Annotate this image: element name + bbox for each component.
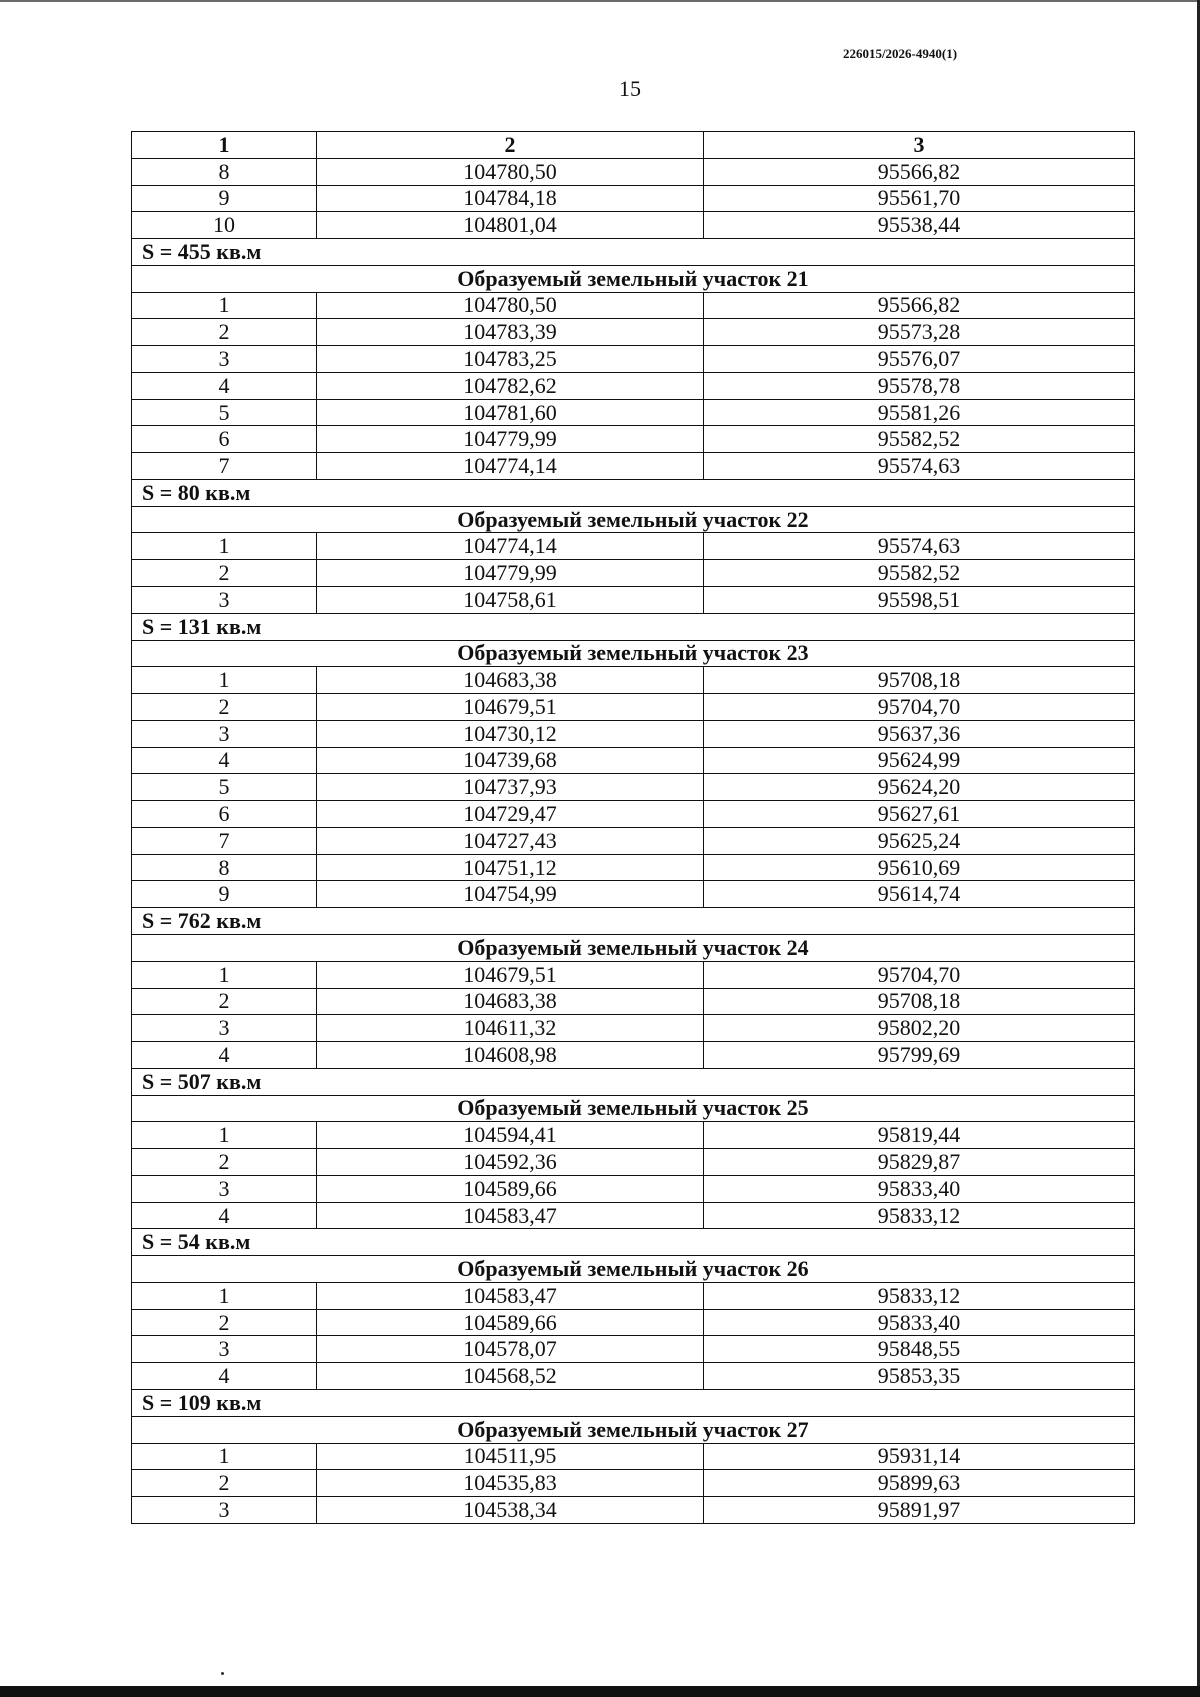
cell-x-coordinate: 104730,12 — [317, 720, 704, 747]
cell-y-coordinate: 95708,18 — [704, 667, 1135, 694]
cell-y-coordinate: 95637,36 — [704, 720, 1135, 747]
cell-x-coordinate: 104679,51 — [317, 961, 704, 988]
cell-y-coordinate: 95704,70 — [704, 694, 1135, 721]
coordinates-table — [131, 131, 1135, 1524]
cell-point-number: 2 — [132, 1470, 317, 1497]
cell-y-coordinate: 95833,40 — [704, 1175, 1135, 1202]
area-row — [132, 613, 1135, 640]
table-row — [132, 587, 1135, 614]
table-row — [132, 1470, 1135, 1497]
cell-y-coordinate: 95573,28 — [704, 319, 1135, 346]
cell-x-coordinate: 104683,38 — [317, 988, 704, 1015]
cell-point-number: 5 — [132, 774, 317, 801]
cell-x-coordinate: 104583,47 — [317, 1282, 704, 1309]
cell-point-number: 2 — [132, 694, 317, 721]
cell-y-coordinate: 95848,55 — [704, 1336, 1135, 1363]
table-row — [132, 1336, 1135, 1363]
parcel-title: Образуемый земельный участок 27 — [132, 1416, 1135, 1443]
parcel-title-row — [132, 934, 1135, 961]
cell-x-coordinate: 104783,39 — [317, 319, 704, 346]
cell-point-number: 8 — [132, 854, 317, 881]
cell-point-number: 2 — [132, 1149, 317, 1176]
cell-y-coordinate: 95627,61 — [704, 801, 1135, 828]
cell-y-coordinate: 95624,20 — [704, 774, 1135, 801]
cell-point-number: 9 — [132, 185, 317, 212]
cell-point-number: 1 — [132, 292, 317, 319]
parcel-title: Образуемый земельный участок 26 — [132, 1256, 1135, 1283]
cell-x-coordinate: 104679,51 — [317, 694, 704, 721]
parcel-title: Образуемый земельный участок 21 — [132, 265, 1135, 292]
table-row — [132, 1363, 1135, 1390]
cell-x-coordinate: 104779,99 — [317, 426, 704, 453]
cell-x-coordinate: 104758,61 — [317, 587, 704, 614]
table-row — [132, 801, 1135, 828]
cell-y-coordinate: 95576,07 — [704, 346, 1135, 373]
cell-y-coordinate: 95561,70 — [704, 185, 1135, 212]
cell-x-coordinate: 104683,38 — [317, 667, 704, 694]
cell-x-coordinate: 104592,36 — [317, 1149, 704, 1176]
cell-point-number: 3 — [132, 1336, 317, 1363]
table-row — [132, 560, 1135, 587]
cell-x-coordinate: 104739,68 — [317, 747, 704, 774]
table-row — [132, 212, 1135, 239]
table-row — [132, 694, 1135, 721]
area-value: S = 131 кв.м — [132, 613, 1135, 640]
cell-y-coordinate: 95538,44 — [704, 212, 1135, 239]
area-row — [132, 239, 1135, 266]
area-row — [132, 1068, 1135, 1095]
cell-y-coordinate: 95574,63 — [704, 533, 1135, 560]
area-row — [132, 1389, 1135, 1416]
cell-y-coordinate: 95582,52 — [704, 560, 1135, 587]
parcel-title-row — [132, 506, 1135, 533]
cell-y-coordinate: 95598,51 — [704, 587, 1135, 614]
cell-point-number: 7 — [132, 453, 317, 480]
cell-y-coordinate: 95581,26 — [704, 399, 1135, 426]
scan-speck — [221, 1672, 224, 1675]
table-row — [132, 1202, 1135, 1229]
cell-point-number: 1 — [132, 1443, 317, 1470]
parcel-title-row — [132, 265, 1135, 292]
cell-x-coordinate: 104511,95 — [317, 1443, 704, 1470]
cell-x-coordinate: 104727,43 — [317, 827, 704, 854]
cell-y-coordinate: 95833,12 — [704, 1282, 1135, 1309]
table-row — [132, 453, 1135, 480]
table-row — [132, 426, 1135, 453]
cell-y-coordinate: 95578,78 — [704, 372, 1135, 399]
cell-y-coordinate: 95833,12 — [704, 1202, 1135, 1229]
cell-x-coordinate: 104754,99 — [317, 881, 704, 908]
page-number: 15 — [619, 76, 641, 101]
cell-point-number: 1 — [132, 1282, 317, 1309]
cell-point-number: 1 — [132, 1122, 317, 1149]
table-row — [132, 158, 1135, 185]
area-value: S = 762 кв.м — [132, 908, 1135, 935]
cell-x-coordinate: 104589,66 — [317, 1175, 704, 1202]
parcel-title-row — [132, 640, 1135, 667]
table-header-row — [132, 132, 1135, 159]
cell-x-coordinate: 104583,47 — [317, 1202, 704, 1229]
cell-x-coordinate: 104781,60 — [317, 399, 704, 426]
cell-point-number: 2 — [132, 1309, 317, 1336]
table-row — [132, 827, 1135, 854]
cell-point-number: 4 — [132, 372, 317, 399]
table-row — [132, 372, 1135, 399]
cell-x-coordinate: 104611,32 — [317, 1015, 704, 1042]
table-body — [132, 158, 1135, 1523]
parcel-title: Образуемый земельный участок 24 — [132, 934, 1135, 961]
cell-point-number: 2 — [132, 988, 317, 1015]
cell-point-number: 2 — [132, 560, 317, 587]
table-row — [132, 1497, 1135, 1524]
column-header-y: 3 — [704, 132, 1135, 159]
table-row — [132, 1042, 1135, 1069]
cell-x-coordinate: 104779,99 — [317, 560, 704, 587]
cell-y-coordinate: 95799,69 — [704, 1042, 1135, 1069]
table-row — [132, 720, 1135, 747]
cell-y-coordinate: 95704,70 — [704, 961, 1135, 988]
table-row — [132, 854, 1135, 881]
cell-x-coordinate: 104538,34 — [317, 1497, 704, 1524]
parcel-title: Образуемый земельный участок 25 — [132, 1095, 1135, 1122]
table-row — [132, 292, 1135, 319]
scan-edge-bottom — [0, 1686, 1200, 1697]
column-header-x: 2 — [317, 132, 704, 159]
cell-y-coordinate: 95610,69 — [704, 854, 1135, 881]
table-row — [132, 747, 1135, 774]
cell-point-number: 3 — [132, 346, 317, 373]
cell-x-coordinate: 104568,52 — [317, 1363, 704, 1390]
cell-x-coordinate: 104535,83 — [317, 1470, 704, 1497]
cell-y-coordinate: 95931,14 — [704, 1443, 1135, 1470]
table-row — [132, 346, 1135, 373]
cell-point-number: 3 — [132, 720, 317, 747]
table-row — [132, 319, 1135, 346]
cell-point-number: 1 — [132, 533, 317, 560]
parcel-title: Образуемый земельный участок 23 — [132, 640, 1135, 667]
cell-point-number: 4 — [132, 747, 317, 774]
cell-point-number: 4 — [132, 1042, 317, 1069]
cell-y-coordinate: 95566,82 — [704, 292, 1135, 319]
cell-point-number: 3 — [132, 1175, 317, 1202]
cell-point-number: 10 — [132, 212, 317, 239]
cell-point-number: 1 — [132, 961, 317, 988]
cell-x-coordinate: 104578,07 — [317, 1336, 704, 1363]
table-row — [132, 1149, 1135, 1176]
cell-point-number: 3 — [132, 587, 317, 614]
cell-point-number: 8 — [132, 158, 317, 185]
cell-y-coordinate: 95833,40 — [704, 1309, 1135, 1336]
area-value: S = 80 кв.м — [132, 479, 1135, 506]
cell-x-coordinate: 104780,50 — [317, 292, 704, 319]
table-row — [132, 399, 1135, 426]
table-row — [132, 988, 1135, 1015]
cell-y-coordinate: 95708,18 — [704, 988, 1135, 1015]
cell-x-coordinate: 104801,04 — [317, 212, 704, 239]
cell-x-coordinate: 104782,62 — [317, 372, 704, 399]
cell-point-number: 2 — [132, 319, 317, 346]
area-value: S = 507 кв.м — [132, 1068, 1135, 1095]
cell-x-coordinate: 104608,98 — [317, 1042, 704, 1069]
table-row — [132, 774, 1135, 801]
area-row — [132, 908, 1135, 935]
scan-edge-top — [0, 0, 1200, 2]
table-row — [132, 881, 1135, 908]
cell-y-coordinate: 95853,35 — [704, 1363, 1135, 1390]
cell-x-coordinate: 104783,25 — [317, 346, 704, 373]
table-row — [132, 1175, 1135, 1202]
cell-y-coordinate: 95574,63 — [704, 453, 1135, 480]
cell-x-coordinate: 104737,93 — [317, 774, 704, 801]
area-value: S = 54 кв.м — [132, 1229, 1135, 1256]
parcel-title-row — [132, 1256, 1135, 1283]
area-value: S = 109 кв.м — [132, 1389, 1135, 1416]
column-header-point: 1 — [132, 132, 317, 159]
table-row — [132, 1015, 1135, 1042]
table-row — [132, 1282, 1135, 1309]
cell-y-coordinate: 95829,87 — [704, 1149, 1135, 1176]
cell-y-coordinate: 95582,52 — [704, 426, 1135, 453]
cell-point-number: 3 — [132, 1015, 317, 1042]
cell-y-coordinate: 95614,74 — [704, 881, 1135, 908]
cell-point-number: 6 — [132, 426, 317, 453]
cell-x-coordinate: 104774,14 — [317, 533, 704, 560]
cell-x-coordinate: 104784,18 — [317, 185, 704, 212]
table-row — [132, 667, 1135, 694]
area-row — [132, 479, 1135, 506]
table-row — [132, 533, 1135, 560]
cell-y-coordinate: 95819,44 — [704, 1122, 1135, 1149]
cell-point-number: 7 — [132, 827, 317, 854]
cell-y-coordinate: 95802,20 — [704, 1015, 1135, 1042]
parcel-title-row — [132, 1416, 1135, 1443]
cell-y-coordinate: 95566,82 — [704, 158, 1135, 185]
cell-point-number: 5 — [132, 399, 317, 426]
cell-point-number: 9 — [132, 881, 317, 908]
table-row — [132, 1443, 1135, 1470]
table-row — [132, 961, 1135, 988]
coordinates-table-container — [131, 131, 1134, 1524]
cell-x-coordinate: 104780,50 — [317, 158, 704, 185]
table-row — [132, 1122, 1135, 1149]
cell-y-coordinate: 95625,24 — [704, 827, 1135, 854]
area-row — [132, 1229, 1135, 1256]
cell-x-coordinate: 104594,41 — [317, 1122, 704, 1149]
table-row — [132, 1309, 1135, 1336]
cell-point-number: 4 — [132, 1363, 317, 1390]
parcel-title: Образуемый земельный участок 22 — [132, 506, 1135, 533]
cell-x-coordinate: 104751,12 — [317, 854, 704, 881]
area-value: S = 455 кв.м — [132, 239, 1135, 266]
cell-point-number: 4 — [132, 1202, 317, 1229]
cell-x-coordinate: 104774,14 — [317, 453, 704, 480]
cell-y-coordinate: 95899,63 — [704, 1470, 1135, 1497]
cell-x-coordinate: 104589,66 — [317, 1309, 704, 1336]
cell-point-number: 3 — [132, 1497, 317, 1524]
table-row — [132, 185, 1135, 212]
cell-point-number: 6 — [132, 801, 317, 828]
cell-y-coordinate: 95891,97 — [704, 1497, 1135, 1524]
cell-x-coordinate: 104729,47 — [317, 801, 704, 828]
cell-y-coordinate: 95624,99 — [704, 747, 1135, 774]
parcel-title-row — [132, 1095, 1135, 1122]
cell-point-number: 1 — [132, 667, 317, 694]
document-number: 226015/2026-4940(1) — [842, 46, 958, 61]
